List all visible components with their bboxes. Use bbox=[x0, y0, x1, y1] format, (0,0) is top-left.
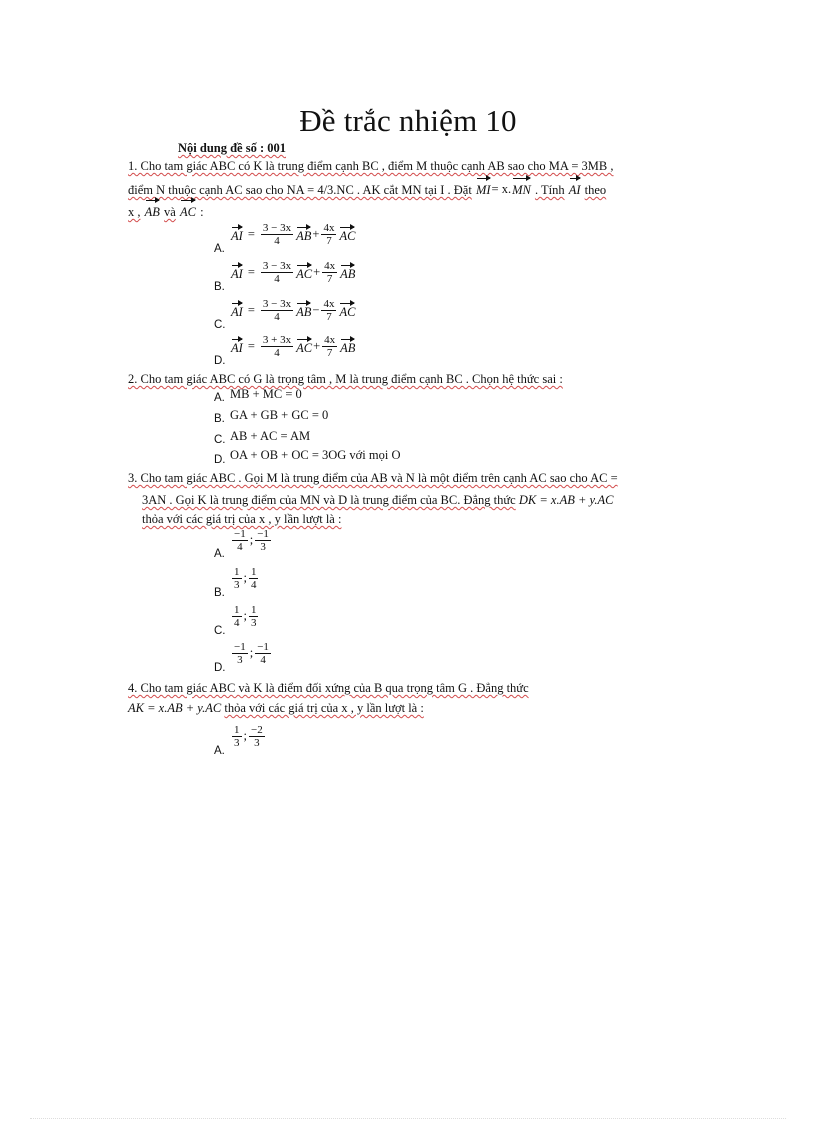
q1b-frac2: $\frac{4x}{7}$ bbox=[324, 260, 336, 285]
q1b-lhs: AI bbox=[231, 264, 243, 282]
q1d-lhs: AI bbox=[231, 338, 243, 356]
vector-mi: MI bbox=[476, 177, 491, 200]
q2-line1 bbox=[128, 369, 563, 389]
q1d-v2: AB bbox=[340, 338, 355, 356]
vector-ab: AB bbox=[145, 199, 160, 222]
q2-option-b-label[interactable]: B. bbox=[214, 413, 225, 425]
q1-line2-text: điểm N thuộc cạnh AC sao cho NA = 4/3.NC . AK cắt MN tại I . Đặt bbox=[128, 183, 472, 197]
q4-option-a-label[interactable]: A. bbox=[214, 745, 225, 757]
q2-option-d-label[interactable]: D. bbox=[214, 454, 226, 466]
q1d-frac2: $\frac{4x}{7}$ bbox=[324, 334, 336, 359]
q2-option-c[interactable]: AB + AC = AM bbox=[230, 429, 311, 443]
q1b-v2: AB bbox=[340, 264, 355, 282]
q2-line1-text: 2. Cho tam giác ABC có G là trọng tâm , M là trung điểm cạnh BC . Chọn hệ thức sai : bbox=[128, 372, 563, 386]
q3-formula: DK = x.AB + y.AC bbox=[518, 493, 614, 507]
q1-line2 bbox=[128, 177, 606, 200]
q2-option-b[interactable]: GA + GB + GC = 0 bbox=[230, 408, 329, 422]
q1a-v1: AB bbox=[296, 226, 311, 244]
q4-line2-text: thỏa với các giá trị của x , y lần lượt là : bbox=[224, 701, 424, 715]
exam-code: Nội dung đề số : 001 bbox=[178, 141, 287, 155]
q1-line2-theo: theo bbox=[584, 183, 607, 197]
q1-option-a-label[interactable]: A. bbox=[214, 243, 225, 255]
q4-line1 bbox=[128, 678, 529, 698]
q1-line1-text: 1. Cho tam giác ABC có K là trung điểm cạnh BC , điểm M thuộc cạnh AB sao cho MA = 3MB , bbox=[128, 159, 614, 173]
q1-line1 bbox=[128, 156, 613, 176]
q1d-v1: AC bbox=[296, 338, 312, 356]
q1a-frac2: $\frac{4x}{7}$ bbox=[323, 222, 335, 247]
q1c-frac2: $\frac{4x}{7}$ bbox=[323, 298, 335, 323]
q3-option-c-label[interactable]: C. bbox=[214, 625, 226, 637]
q3-line3 bbox=[142, 509, 341, 529]
q3-option-b-label[interactable]: B. bbox=[214, 587, 225, 599]
q1a-op: + bbox=[312, 227, 320, 241]
q1-eq: = x. bbox=[491, 181, 512, 196]
q1-option-b[interactable]: AI = $\frac{3 - 3x}{4}$ AC + $\frac{4x}{7}$ AB bbox=[231, 260, 356, 285]
q3-line1 bbox=[128, 468, 618, 488]
q2-option-a[interactable]: MB + MC = 0 bbox=[230, 387, 302, 401]
q1-line3-colon: : bbox=[200, 205, 204, 219]
q1d-frac1: $\frac{3 + 3x}{4}$ bbox=[262, 334, 292, 359]
q1d-op: + bbox=[313, 339, 321, 353]
q3-option-d-label[interactable]: D. bbox=[214, 662, 226, 674]
q2-option-c-label[interactable]: C. bbox=[214, 434, 226, 446]
q1b-v1: AC bbox=[296, 264, 312, 282]
q1-option-c-label[interactable]: C. bbox=[214, 319, 226, 331]
q3-option-d[interactable]: $\frac{-1}{3}$ ; $\frac{-1}{4}$ bbox=[234, 641, 269, 666]
q1c-lhs: AI bbox=[231, 302, 243, 320]
q3-option-a[interactable]: $\frac{-1}{4}$ ; $\frac{-1}{3}$ bbox=[234, 528, 269, 553]
q3-option-a-label[interactable]: A. bbox=[214, 548, 225, 560]
q1-option-d-label[interactable]: D. bbox=[214, 355, 226, 367]
q1-line2-tinh: . Tính bbox=[534, 183, 565, 197]
q4-line1-text: 4. Cho tam giác ABC và K là điểm đối xứng của B qua trọng tâm G . Đẳng thức bbox=[128, 681, 529, 695]
page-bottom-divider bbox=[30, 1118, 786, 1119]
q3-option-c[interactable]: $\frac{1}{4}$ ; $\frac{1}{3}$ bbox=[234, 604, 257, 629]
q1-mi-formula bbox=[475, 177, 532, 200]
q3-line3-text: thỏa với các giá trị của x , y lần lượt là : bbox=[142, 512, 342, 526]
page-title: Đề trắc nhiệm 10 bbox=[299, 103, 517, 138]
q1-line3-va: và bbox=[164, 205, 176, 219]
q4-option-a[interactable]: $\frac{1}{3}$ ; $\frac{-2}{3}$ bbox=[234, 724, 263, 749]
q1c-frac1: $\frac{3 - 3x}{4}$ bbox=[262, 298, 292, 323]
q3-option-b[interactable]: $\frac{1}{3}$ ; $\frac{1}{4}$ bbox=[234, 566, 257, 591]
q1a-lhs: AI bbox=[231, 226, 243, 244]
vector-mn: MN bbox=[512, 177, 531, 200]
q1a-frac1: $\frac{3 - 3x}{4}$ bbox=[262, 222, 292, 247]
q2-option-d[interactable]: OA + OB + OC = 3OG với mọi O bbox=[230, 448, 401, 462]
q1-line3-x: x , bbox=[128, 205, 141, 219]
q1b-op: + bbox=[313, 265, 321, 279]
q3-line1-text: 3. Cho tam giác ABC . Gọi M là trung điểm của AB và N là một điểm trên cạnh AC sao cho AC = bbox=[128, 471, 618, 485]
q1-line3 bbox=[128, 199, 204, 222]
q1c-op: − bbox=[312, 303, 320, 317]
q1-option-a[interactable]: AI = $\frac{3 - 3x}{4}$ AB + $\frac{4x}{7}$ AC bbox=[231, 222, 356, 247]
q1a-v2: AC bbox=[339, 226, 355, 244]
vector-ac: AC bbox=[180, 199, 196, 222]
vector-ai: AI bbox=[569, 177, 581, 200]
q1b-frac1: $\frac{3 - 3x}{4}$ bbox=[262, 260, 292, 285]
q1c-v2: AC bbox=[339, 302, 355, 320]
q3-line2-text: 3AN . Gọi K là trung điểm của MN và D là trung điểm của BC. Đẳng thức bbox=[142, 493, 516, 507]
q2-option-a-label[interactable]: A. bbox=[214, 392, 225, 404]
q1-option-b-label[interactable]: B. bbox=[214, 281, 225, 293]
q4-formula: AK = x.AB + y.AC bbox=[128, 701, 222, 715]
q1-option-c[interactable]: AI = $\frac{3 - 3x}{4}$ AB − $\frac{4x}{7}$ AC bbox=[231, 298, 356, 323]
q3-line2 bbox=[142, 490, 613, 510]
q1c-v1: AB bbox=[296, 302, 311, 320]
q1-option-d[interactable]: AI = $\frac{3 + 3x}{4}$ AC + $\frac{4x}{7}$ AB bbox=[231, 334, 356, 359]
q4-line2 bbox=[128, 698, 424, 718]
